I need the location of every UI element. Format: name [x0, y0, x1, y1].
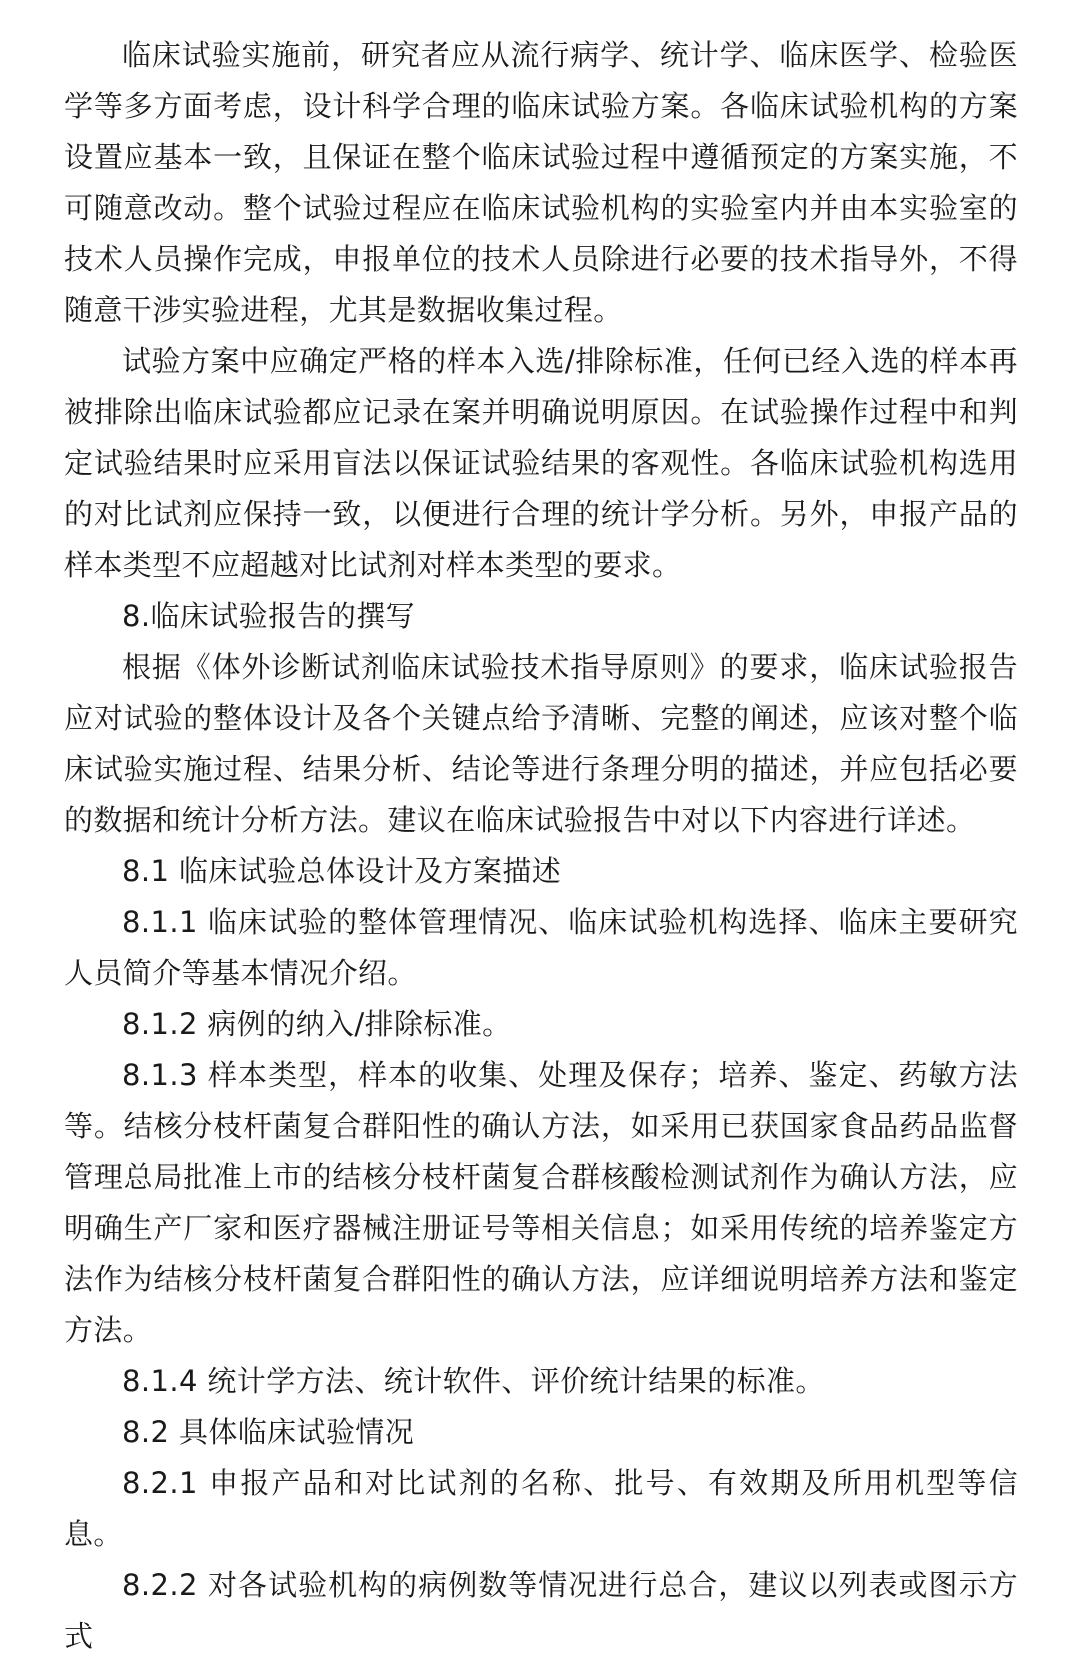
- item-8-2-2: 8.2.2 对各试验机构的病例数等情况进行总合，建议以列表或图示方式: [64, 1568, 1018, 1653]
- paragraph-trial-protocol: 试验方案中应确定严格的样本入选/排除标准，任何已经入选的样本再被排除出临床试验都应记录在案并明确说明原因。在试验操作过程中和判定试验结果时应采用盲法以保证试验结果的客观性。各临床试验机构选用的对比试剂应保持一致，以便进行合理的统计学分析。另外，申报产品的样本类型不应超越对比试剂对样本类型的要求。: [64, 344, 1018, 582]
- item-8-1-2: 8.1.2 病例的纳入/排除标准。: [122, 1007, 512, 1041]
- document-body: [64, 30, 1018, 1662]
- item-8-1-1: 8.1.1 临床试验的整体管理情况、临床试验机构选择、临床主要研究人员简介等基本情况介绍。: [64, 905, 1018, 990]
- section-heading-8: 8.临床试验报告的撰写: [122, 599, 416, 633]
- item-8-1-3: 8.1.3 样本类型，样本的收集、处理及保存；培养、鉴定、药敏方法等。结核分枝杆菌复合群阳性的确认方法，如采用已获国家食品药品监督管理总局批准上市的结核分枝杆菌复合群核酸检测试剂作为确认方法，应明确生产厂家和医疗器械注册证号等相关信息；如采用传统的培养鉴定方法作为结核分枝杆菌复合群阳性的确认方法，应详细说明培养方法和鉴定方法。: [64, 1058, 1018, 1347]
- paragraph-report-requirements: 根据《体外诊断试剂临床试验技术指导原则》的要求，临床试验报告应对试验的整体设计及各个关键点给予清晰、完整的阐述，应该对整个临床试验实施过程、结果分析、结论等进行条理分明的描述，并应包括必要的数据和统计分析方法。建议在临床试验报告中对以下内容进行详述。: [64, 650, 1018, 837]
- paragraph-trial-implementation: 临床试验实施前，研究者应从流行病学、统计学、临床医学、检验医学等多方面考虑，设计科学合理的临床试验方案。各临床试验机构的方案设置应基本一致，且保证在整个临床试验过程中遵循预定的方案实施，不可随意改动。整个试验过程应在临床试验机构的实验室内并由本实验室的技术人员操作完成，申报单位的技术人员除进行必要的技术指导外，不得随意干涉实验进程，尤其是数据收集过程。: [64, 38, 1018, 327]
- item-8-2-1: 8.2.1 申报产品和对比试剂的名称、批号、有效期及所用机型等信息。: [64, 1466, 1018, 1551]
- section-heading-8-1: 8.1 临床试验总体设计及方案描述: [122, 854, 562, 888]
- section-heading-8-2: 8.2 具体临床试验情况: [122, 1415, 415, 1449]
- item-8-1-4: 8.1.4 统计学方法、统计软件、评价统计结果的标准。: [122, 1364, 825, 1398]
